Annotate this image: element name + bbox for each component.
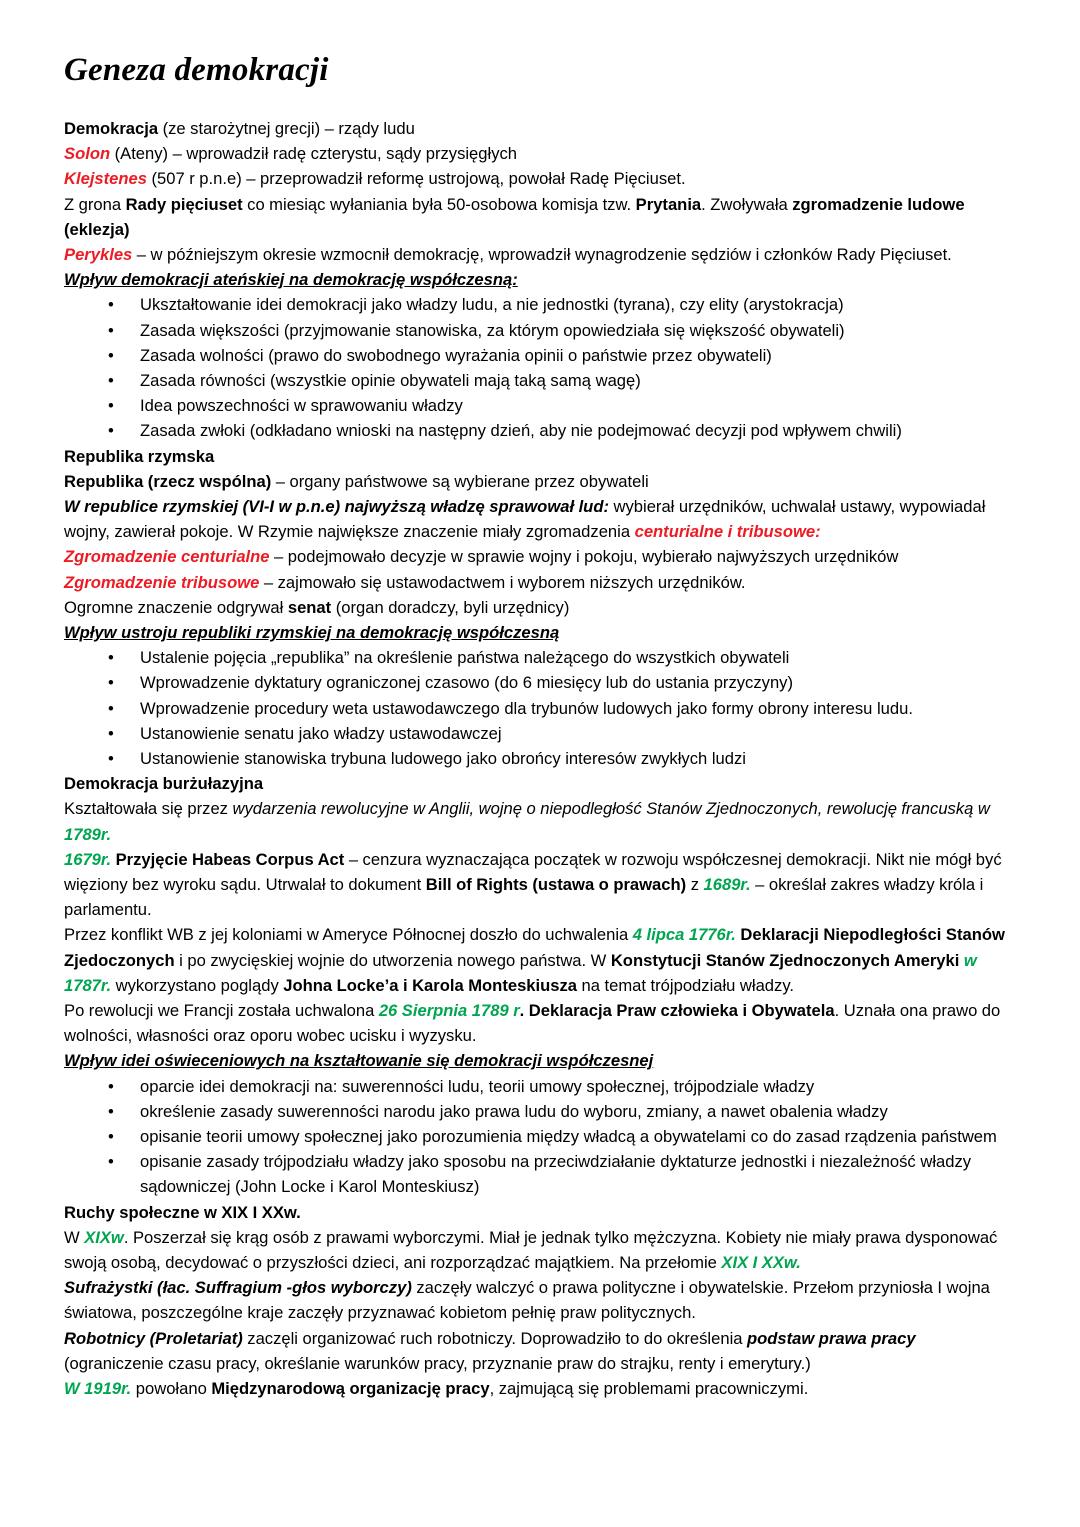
term-zgromadzenie-tribusowe: Zgromadzenie tribusowe <box>64 572 260 592</box>
paragraph-ksztaltowala-i: wydarzenia rewolucyjne w Anglii, wojnę o niepodległość Stanów Zjednoczonych, rewolucję francuską w <box>232 799 990 819</box>
list-item: • oparcie idei demokracji na: suwerenności ludu, teorii umowy społecznej, trójpodziale władzy <box>64 1074 1018 1099</box>
paragraph-konflikt-a: Przez konflikt WB z jej koloniami w Ameryce Północnej doszło do uchwalenia <box>64 925 633 945</box>
paragraph-klejstenes <box>64 166 1018 191</box>
term-xix-i-xxw: XIX I XXw. <box>721 1253 801 1273</box>
paragraph-rewolucja-c: . Uznała ona prawo do wolności, własności oraz oporu wobec ucisku i wyzysku. <box>64 1001 1001 1046</box>
paragraph-ksztaltowala-a: Kształtowała się przez <box>64 799 233 819</box>
paragraph-xix-wiek <box>64 1225 1018 1275</box>
paragraph-1919-a: powołano <box>131 1379 212 1399</box>
bullet-list-republika <box>64 645 1018 771</box>
paragraph-w-republice <box>64 494 1018 544</box>
subheading-republika-rzymska-text: Republika rzymska <box>64 446 215 466</box>
list-item: • Ustanowienie senatu jako władzy ustawodawczej <box>64 721 1018 746</box>
list-item: • Ukształtowanie idei demokracji jako władzy ludu, a nie jednostki (tyrana), czy elity (arystokracja) <box>64 292 1018 317</box>
bullet-list-ateny <box>64 292 1018 443</box>
date-1679: 1679r. <box>64 849 112 869</box>
term-perykles: Perykles <box>64 244 133 264</box>
paragraph-konflikt-e: na temat trójpodziału władzy. <box>577 975 795 995</box>
paragraph-solon-rest: (Ateny) – wprowadził radę czterystu, sądy przysięgłych <box>110 144 518 164</box>
paragraph-rewolucja-a: Po rewolucji we Francji została uchwalona <box>64 1001 379 1021</box>
paragraph-centurialne-rest: – podejmowało decyzje w sprawie wojny i pokoju, wybierało najwyższych urzędników <box>269 547 899 567</box>
list-item: • Wprowadzenie dyktatury ograniczonej czasowo (do 6 miesięcy lub do ustania przyczyny) <box>64 670 1018 695</box>
section-heading-republika: Wpływ ustroju republiki rzymskiej na demokrację współczesną <box>64 623 560 642</box>
term-robotnicy: Robotnicy (Proletariat) <box>64 1328 243 1348</box>
list-item: • Wprowadzenie procedury weta ustawodawczego dla trybunów ludowych jako formy obrony interesu ludu. <box>64 696 1018 721</box>
term-konstytucja-usa: Konstytucji Stanów Zjednoczonych Ameryki <box>610 950 960 970</box>
term-w-republice: W republice rzymskiej (VI-I w p.n.e) najwyższą władzę sprawował lud: <box>64 496 609 516</box>
term-bill-of-rights: Bill of Rights (ustawa o prawach) <box>425 875 687 895</box>
term-sufrazystki: Sufrażystki (łac. Suffragium -głos wyborczy) <box>64 1278 412 1298</box>
paragraph-sufrazystki <box>64 1275 1018 1325</box>
paragraph-rady-pieciuset <box>64 192 1018 242</box>
paragraph-robotnicy-tail: (ograniczenie czasu pracy, określanie warunków pracy, przyznanie praw do strajku, renty i emerytury.) <box>64 1353 811 1373</box>
list-item: • Ustalenie pojęcia „republika” na określenie państwa należącego do wszystkich obywateli <box>64 645 1018 670</box>
date-1789: 1789r. <box>64 824 112 844</box>
paragraph-konflikt-wb <box>64 922 1018 998</box>
subheading-demokracja-burzuazyjna-text: Demokracja burżułazyjna <box>64 774 264 794</box>
term-klejstenes: Klejstenes <box>64 169 148 189</box>
paragraph-senat <box>64 595 1018 620</box>
term-deklaracja-praw-czlowieka: . Deklaracja Praw człowieka i Obywatela <box>519 1001 835 1021</box>
paragraph-ksztaltowala <box>64 796 1018 846</box>
term-solon: Solon <box>64 144 111 164</box>
paragraph-zgromadzenie-centurialne <box>64 544 1018 569</box>
subheading-ruchy-spoleczne <box>64 1200 1018 1225</box>
term-locke-monteskiusz: Johna Locke’a i Karola Monteskiusza <box>283 975 578 995</box>
paragraph-tribusowe-rest: – zajmowało się ustawodactwem i wyborem niższych urzędników. <box>259 572 746 592</box>
subheading-ruchy-spoleczne-text: Ruchy społeczne w XIX I XXw. <box>64 1202 301 1222</box>
paragraph-republika-rest: – organy państwowe są wybierane przez obywateli <box>271 471 649 491</box>
list-item: • określenie zasady suwerenności narodu jako prawa ludu do wyboru, zmiany, a nawet obalenia władzy <box>64 1099 1018 1124</box>
subheading-demokracja-burzuazyjna <box>64 771 1018 796</box>
paragraph-senat-c: (organ doradczy, byli urzędnicy) <box>331 597 570 617</box>
paragraph-demokracja <box>64 116 1018 141</box>
paragraph-xix-a: W <box>64 1227 85 1247</box>
subheading-republika-rzymska <box>64 444 1018 469</box>
list-item: • opisanie zasady trójpodziału władzy jako sposobu na przeciwdziałanie dyktaturze jednostki i niezależność władzy sądowniczej (John Locke i Karol Monteskiusz) <box>64 1149 1018 1199</box>
paragraph-1919-c: , zajmującą się problemami pracowniczymi. <box>489 1379 809 1399</box>
date-26-sierpnia-1789: 26 Sierpnia 1789 r <box>378 1001 520 1021</box>
paragraph-konflikt-c: i po zwycięskiej wojnie do utworzenia nowego państwa. W <box>174 950 611 970</box>
paragraph-1919 <box>64 1376 1018 1401</box>
paragraph-perykles <box>64 242 1018 267</box>
term-rady-pieciuset: Rady pięciuset <box>125 194 243 214</box>
list-item: • Zasada równości (wszystkie opinie obywateli mają taką samą wagę) <box>64 368 1018 393</box>
list-item: • Zasada zwłoki (odkładano wnioski na następny dzień, aby nie podejmować decyzji pod wpływem chwili) <box>64 418 1018 443</box>
paragraph-habeas-z: z <box>686 875 704 895</box>
term-xixw: XIXw <box>84 1227 124 1247</box>
page-title: Geneza demokracji <box>64 52 329 88</box>
paragraph-solon <box>64 141 1018 166</box>
term-senat: senat <box>287 597 332 617</box>
paragraph-rewolucja-francja <box>64 998 1018 1048</box>
list-item: • Idea powszechności w sprawowaniu władzy <box>64 393 1018 418</box>
date-1689: 1689r. <box>703 875 751 895</box>
list-item: • Zasada większości (przyjmowanie stanowiska, za którym opowiedziała się większość obywateli) <box>64 318 1018 343</box>
paragraph-perykles-rest: – w późniejszym okresie wzmocnił demokrację, wprowadził wynagrodzenie sędziów i członków Rady Pięciuset. <box>132 244 952 264</box>
term-prytania: Prytania <box>635 194 702 214</box>
term-podstawy-prawa-pracy: podstaw prawa pracy <box>747 1328 916 1348</box>
paragraph-habeas-tail: – określał zakres władzy króla i parlamentu. <box>64 875 984 920</box>
list-item: • Zasada wolności (prawo do swobodnego wyrażania opinii o państwie przez obywateli) <box>64 343 1018 368</box>
paragraph-rady-c: co miesiąc wyłaniania była 50-osobowa komisja tzw. <box>242 194 636 214</box>
paragraph-sufrazystki-rest: zaczęły walczyć o prawa polityczne i obywatelskie. Przełom przyniosła I wojna światowa, poszczególne kraje zaczęły przyznawać kobietom pełnię praw politycznych. <box>64 1278 990 1323</box>
date-1776: 4 lipca 1776r. <box>632 925 736 945</box>
paragraph-rady-d: . Zwoływała <box>701 194 793 214</box>
term-demokracja: Demokracja <box>64 118 159 138</box>
paragraph-habeas-corpus <box>64 847 1018 923</box>
paragraph-w-republice-rest: wybierał urzędników, uchwalał ustawy, wypowiadał wojny, zawierał pokoje. W Rzymie największe znaczenie miały zgromadzenia <box>64 496 986 542</box>
paragraph-xix-b: . Poszerzał się krąg osób z prawami wyborczymi. Miał je jednak tylko mężczyzna. Kobiety nie miały prawa dysponować swoją osobą, decydować o przyszłości dzieci, ani rozporządzać majątkiem. Na przełomie <box>64 1227 998 1273</box>
list-item: • opisanie teorii umowy społecznej jako porozumienia między władcą a obywatelami co do zasad rządzenia państwem <box>64 1124 1018 1149</box>
section-heading-ateny: Wpływ demokracji ateńskiej na demokrację współczesną: <box>64 270 518 290</box>
term-deklaracja-niepodleglosci: Deklaracji Niepodległości Stanów Zjedoczonych <box>64 925 1005 970</box>
paragraph-senat-a: Ogromne znaczenie odgrywał <box>64 597 288 617</box>
paragraph-robotnicy-rest: zaczęli organizować ruch robotniczy. Doprowadziło to do określenia <box>242 1328 747 1348</box>
paragraph-klejstenes-rest: (507 r p.n.e) – przeprowadził reformę ustrojową, powołał Radę Pięciuset. <box>147 169 686 189</box>
term-zgromadzenie-ludowe: zgromadzenie ludowe (eklezja) <box>64 194 965 239</box>
term-habeas-corpus: Przyjęcie Habeas Corpus Act <box>111 849 345 869</box>
term-miedzynarodowa-organizacja-pracy: Międzynarodową organizację pracy <box>211 1379 490 1399</box>
list-item: • Ustanowienie stanowiska trybuna ludowego jako obrońcy interesów zwykłych ludzi <box>64 746 1018 771</box>
term-republika: Republika (rzecz wspólna) <box>64 471 272 491</box>
date-1919: W 1919r. <box>64 1379 132 1399</box>
paragraph-republika <box>64 469 1018 494</box>
term-centurialne-tribusowe: centurialne i tribusowe: <box>634 522 821 542</box>
paragraph-zgromadzenie-tribusowe <box>64 570 1018 595</box>
paragraph-konflikt-d: wykorzystano poglądy <box>111 975 284 995</box>
term-zgromadzenie-centurialne: Zgromadzenie centurialne <box>64 547 270 567</box>
paragraph-habeas-rest: – cenzura wyznaczająca początek w rozwoju współczesnej demokracji. Nikt nie mógł być więziony bez wyroku sądu. Utrwalał to dokument <box>64 849 1002 895</box>
paragraph-robotnicy <box>64 1326 1018 1376</box>
section-heading-oswiecenie: Wpływ idei oświeceniowych na kształtowanie się demokracji współczesnej <box>64 1051 654 1071</box>
paragraph-rady-a: Z grona <box>64 194 126 214</box>
date-1787: w 1787r. <box>64 950 977 995</box>
bullet-list-oswiecenie <box>64 1074 1018 1200</box>
paragraph-demokracja-rest: (ze starożytnej grecji) – rządy ludu <box>158 118 415 138</box>
